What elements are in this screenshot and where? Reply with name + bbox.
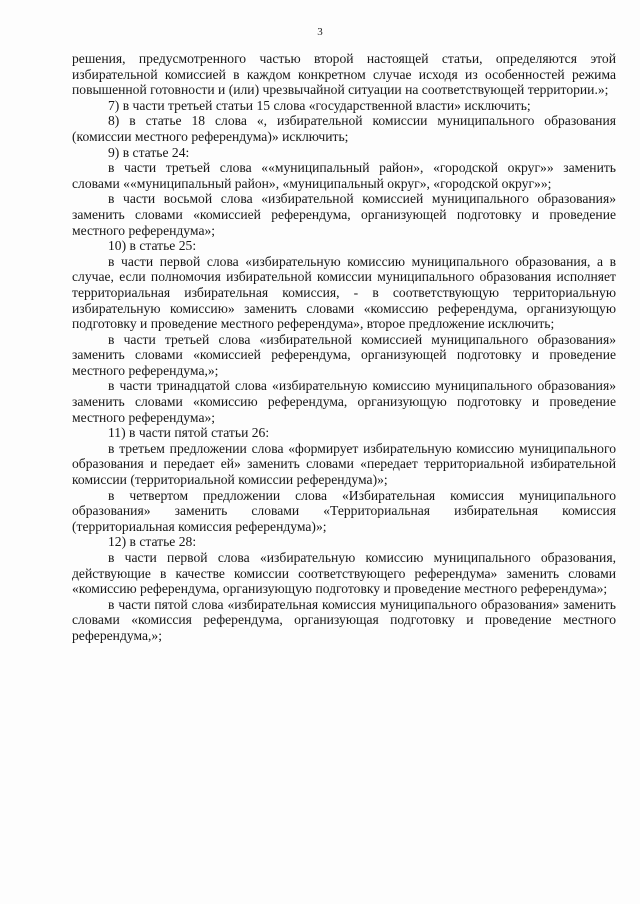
paragraph-item-12-part-1: в части первой слова «избирательную комиссию муниципального образования, действующие в качестве комиссии соответствующего референдума» заменить словами «комиссию референдума, организующую подготовку и проведение местного референдума»; (72, 550, 616, 597)
paragraph-item-9-part-8: в части восьмой слова «избирательной комиссией муниципального образования» заменить словами «комиссией референдума, организующей подготовку и проведение местного референдума»; (72, 191, 616, 238)
paragraph-item-10-part-1: в части первой слова «избирательную комиссию муниципального образования, а в случае, если полномочия избирательной комиссии муниципального образования исполняет территориальная избирательная комиссия, - в соответствующую территориальную избирательную комиссию» заменить словами «комиссию референдума, организующую подготовку и проведение местного референдума», второе предложение исключить; (72, 253, 616, 332)
page-number: 3 (317, 26, 323, 38)
paragraph-continuation: решения, предусмотренного частью второй настоящей статьи, определяются этой избирательной комиссией в каждом конкретном случае исходя из особенностей режима повышенной готовности и (или) чрезвычайной ситуации на соответствующей территории.»; (72, 51, 616, 98)
paragraph-item-10-part-13: в части тринадцатой слова «избирательную комиссию муниципального образования» заменить словами «комиссию референдума, организующую подготовку и проведение местного референдума»; (72, 378, 616, 425)
document-body (72, 51, 616, 644)
paragraph-item-10-part-3: в части третьей слова «избирательной комиссией муниципального образования» заменить словами «комиссией референдума, организующей подготовку и проведение местного референдума,»; (72, 331, 616, 378)
paragraph-item-8: 8) в статье 18 слова «, избирательной комиссии муниципального образования (комиссии местного референдума)» исключить; (72, 113, 616, 144)
paragraph-item-12: 12) в статье 28: (108, 534, 197, 550)
paragraph-item-11-sentence-3: в третьем предложении слова «формирует избирательную комиссию муниципального образования и передает ей» заменить словами «передает территориальной избирательной комиссии (территориальной комиссии референдума)»; (72, 440, 616, 488)
paragraph-item-7: 7) в части третьей статьи 15 слова «государственной власти» исключить; (108, 97, 531, 113)
paragraph-item-11-sentence-4: в четвертом предложении слова «Избирательная комиссия муниципального образования» заменить словами «Территориальная избирательная комиссия (территориальная комиссия референдума)»; (72, 487, 616, 534)
paragraph-item-10: 10) в статье 25: (108, 238, 197, 254)
paragraph-item-9: 9) в статье 24: (108, 144, 190, 160)
paragraph-item-12-part-5: в части пятой слова «избирательная комиссия муниципального образования» заменить словами «комиссия референдума, организующая подготовку и проведение местного референдума,»; (72, 596, 616, 643)
paragraph-item-9-part-3: в части третьей слова ««муниципальный район», «городской округ»» заменить словами ««муниципальный район», «муниципальный округ», «городской округ»»; (72, 160, 616, 191)
paragraph-item-11: 11) в части пятой статьи 26: (108, 425, 270, 441)
